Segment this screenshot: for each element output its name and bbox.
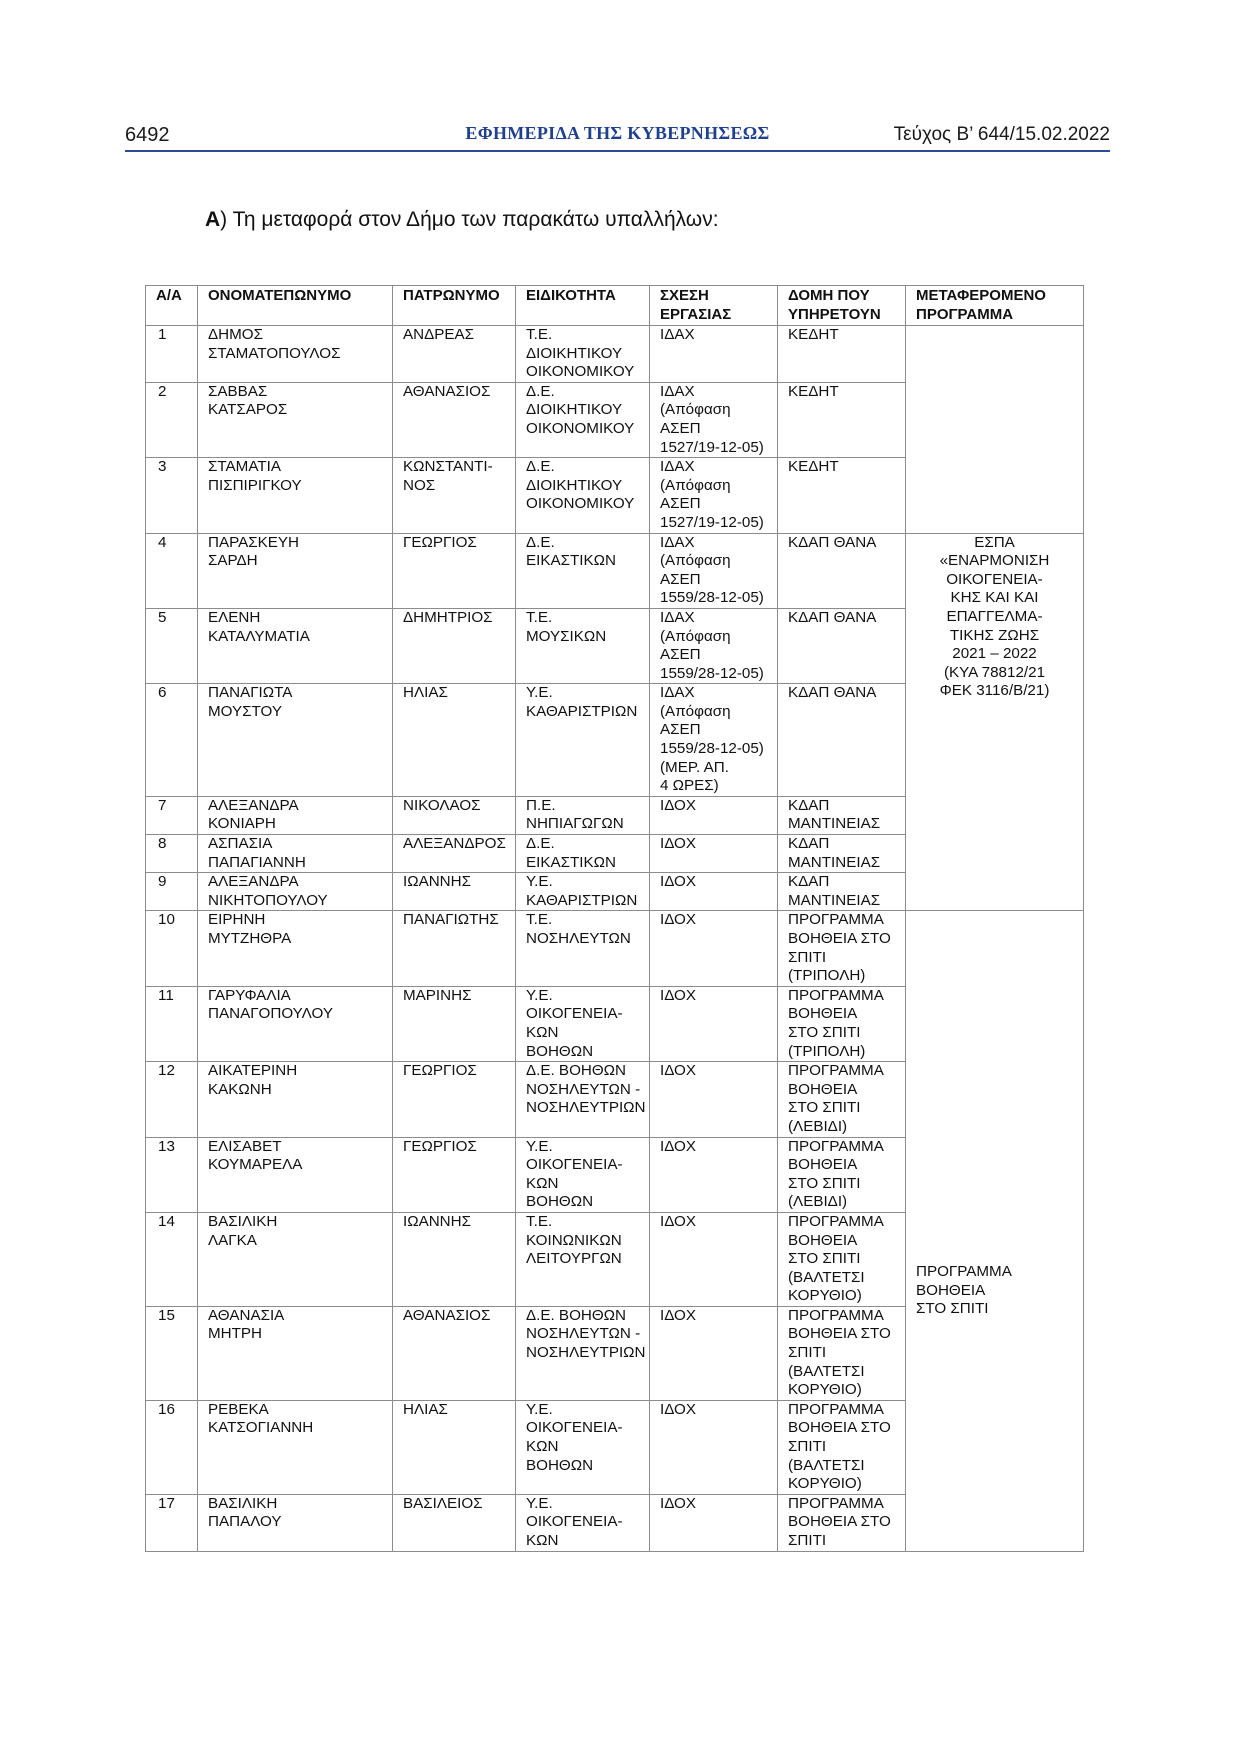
cell-department: ΚΔΑΠ ΘΑΝΑ [778, 608, 906, 683]
header-department: ΔΟΜΗ ΠΟΥ ΥΠΗΡΕΤΟΥΝ [778, 286, 906, 326]
cell-father: ΓΕΩΡΓΙΟΣ [393, 1062, 516, 1137]
cell-relation: ΙΔΟΧ [650, 796, 778, 834]
header-aa: Α/Α [146, 286, 198, 326]
cell-father: ΑΘΑΝΑΣΙΟΣ [393, 1306, 516, 1400]
header-relation: ΣΧΕΣΗ ΕΡΓΑΣΙΑΣ [650, 286, 778, 326]
table-row [146, 533, 1084, 608]
cell-relation: ΙΔΟΧ [650, 1062, 778, 1137]
cell-program: ΕΣΠΑ «ΕΝΑΡΜΟΝΙΣΗ ΟΙΚΟΓΕΝΕΙΑ- ΚΗΣ ΚΑΙ ΚΑΙ ΕΠΑΓΓΕΛΜΑ- ΤΙΚΗΣ ΖΩΗΣ 2021 – 2022 (ΚΥΑ 78812/21 ΦΕΚ 3116/Β/21) [906, 533, 1084, 911]
cell-father: ΓΕΩΡΓΙΟΣ [393, 533, 516, 608]
cell-specialty: Υ.Ε. ΟΙΚΟΓΕΝΕΙΑ- ΚΩΝ ΒΟΗΘΩΝ [516, 1137, 650, 1212]
table-header-row [146, 286, 1084, 326]
cell-aa: 12 [146, 1062, 198, 1137]
cell-relation: ΙΔΟΧ [650, 1137, 778, 1212]
cell-department: ΠΡΟΓΡΑΜΜΑ ΒΟΗΘΕΙΑ ΣΤΟ ΣΠΙΤΙ (ΛΕΒΙΔΙ) [778, 1137, 906, 1212]
cell-father: ΗΛΙΑΣ [393, 684, 516, 797]
cell-name: ΣΤΑΜΑΤΙΑ ΠΙΣΠΙΡΙΓΚΟΥ [198, 458, 393, 533]
cell-aa: 5 [146, 608, 198, 683]
cell-father: ΒΑΣΙΛΕΙΟΣ [393, 1494, 516, 1551]
cell-specialty: Υ.Ε. ΟΙΚΟΓΕΝΕΙΑ- ΚΩΝ [516, 1494, 650, 1551]
cell-name: ΑΘΑΝΑΣΙΑ ΜΗΤΡΗ [198, 1306, 393, 1400]
cell-department: ΚΔΑΠ ΜΑΝΤΙΝΕΙΑΣ [778, 873, 906, 911]
cell-name: ΒΑΣΙΛΙΚΗ ΛΑΓΚΑ [198, 1212, 393, 1306]
cell-specialty: Υ.Ε. ΟΙΚΟΓΕΝΕΙΑ- ΚΩΝ ΒΟΗΘΩΝ [516, 1400, 650, 1494]
cell-relation: ΙΔΑΧ [650, 326, 778, 383]
cell-father: ΙΩΑΝΝΗΣ [393, 1212, 516, 1306]
cell-relation: ΙΔΟΧ [650, 1306, 778, 1400]
cell-relation: ΙΔΟΧ [650, 986, 778, 1061]
cell-name: ΑΣΠΑΣΙΑ ΠΑΠΑΓΙΑΝΝΗ [198, 835, 393, 873]
cell-program [906, 326, 1084, 534]
table-body [146, 326, 1084, 1552]
cell-department: ΚΕΔΗΤ [778, 458, 906, 533]
cell-specialty: Τ.Ε. ΚΟΙΝΩΝΙΚΩΝ ΛΕΙΤΟΥΡΓΩΝ [516, 1212, 650, 1306]
cell-father: ΑΛΕΞΑΝΔΡΟΣ [393, 835, 516, 873]
cell-relation: ΙΔΑΧ (Απόφαση ΑΣΕΠ 1559/28-12-05) [650, 608, 778, 683]
intro-text: ) Τη μεταφορά στον Δήμο των παρακάτω υπαλλήλων: [220, 208, 719, 231]
cell-father: ΜΑΡΙΝΗΣ [393, 986, 516, 1061]
cell-specialty: Δ.Ε. ΔΙΟΙΚΗΤΙΚΟΥ ΟΙΚΟΝΟΜΙΚΟΥ [516, 382, 650, 457]
cell-name: ΒΑΣΙΛΙΚΗ ΠΑΠΑΛΟΥ [198, 1494, 393, 1551]
cell-name: ΠΑΡΑΣΚΕΥΗ ΣΑΡΔΗ [198, 533, 393, 608]
page-bottom-margin [0, 1540, 1241, 1740]
header-specialty: ΕΙΔΙΚΟΤΗΤΑ [516, 286, 650, 326]
cell-program: ΠΡΟΓΡΑΜΜΑ ΒΟΗΘΕΙΑ ΣΤΟ ΣΠΙΤΙ [906, 911, 1084, 1551]
cell-relation: ΙΔΑΧ (Απόφαση ΑΣΕΠ 1527/19-12-05) [650, 458, 778, 533]
cell-name: ΓΑΡΥΦΑΛΙΑ ΠΑΝΑΓΟΠΟΥΛΟΥ [198, 986, 393, 1061]
issue-reference: Τεύχος Β’ 644/15.02.2022 [893, 124, 1110, 145]
cell-relation: ΙΔΑΧ (Απόφαση ΑΣΕΠ 1527/19-12-05) [650, 382, 778, 457]
cell-aa: 1 [146, 326, 198, 383]
cell-name: ΠΑΝΑΓΙΩΤΑ ΜΟΥΣΤΟΥ [198, 684, 393, 797]
cell-father: ΠΑΝΑΓΙΩΤΗΣ [393, 911, 516, 986]
cell-specialty: Τ.Ε. ΝΟΣΗΛΕΥΤΩΝ [516, 911, 650, 986]
cell-department: ΠΡΟΓΡΑΜΜΑ ΒΟΗΘΕΙΑ ΣΤΟ ΣΠΙΤΙ (ΛΕΒΙΔΙ) [778, 1062, 906, 1137]
cell-relation: ΙΔΟΧ [650, 1494, 778, 1551]
cell-specialty: Δ.Ε. ΒΟΗΘΩΝ ΝΟΣΗΛΕΥΤΩΝ - ΝΟΣΗΛΕΥΤΡΙΩΝ [516, 1306, 650, 1400]
cell-aa: 13 [146, 1137, 198, 1212]
employee-transfer-table [145, 285, 1084, 1552]
cell-aa: 14 [146, 1212, 198, 1306]
cell-name: ΑΛΕΞΑΝΔΡΑ ΚΟΝΙΑΡΗ [198, 796, 393, 834]
cell-specialty: Δ.Ε. ΒΟΗΘΩΝ ΝΟΣΗΛΕΥΤΩΝ - ΝΟΣΗΛΕΥΤΡΙΩΝ [516, 1062, 650, 1137]
cell-aa: 4 [146, 533, 198, 608]
cell-name: ΕΛΕΝΗ ΚΑΤΑΛΥΜΑΤΙΑ [198, 608, 393, 683]
cell-department: ΠΡΟΓΡΑΜΜΑ ΒΟΗΘΕΙΑ ΣΤΟ ΣΠΙΤΙ (ΒΑΛΤΕΤΣΙ ΚΟΡΥΘΙΟ) [778, 1400, 906, 1494]
header-father: ΠΑΤΡΩΝΥΜΟ [393, 286, 516, 326]
page-header [125, 118, 1110, 154]
cell-father: ΑΘΑΝΑΣΙΟΣ [393, 382, 516, 457]
cell-name: ΑΛΕΞΑΝΔΡΑ ΝΙΚΗΤΟΠΟΥΛΟΥ [198, 873, 393, 911]
cell-specialty: Τ.Ε. ΔΙΟΙΚΗΤΙΚΟΥ ΟΙΚΟΝΟΜΙΚΟΥ [516, 326, 650, 383]
cell-department: ΚΔΑΠ ΘΑΝΑ [778, 533, 906, 608]
cell-name: ΔΗΜΟΣ ΣΤΑΜΑΤΟΠΟΥΛΟΣ [198, 326, 393, 383]
table-row [146, 326, 1084, 383]
header-name: ΟΝΟΜΑΤΕΠΩΝΥΜΟ [198, 286, 393, 326]
cell-specialty: Δ.Ε. ΔΙΟΙΚΗΤΙΚΟΥ ΟΙΚΟΝΟΜΙΚΟΥ [516, 458, 650, 533]
cell-aa: 16 [146, 1400, 198, 1494]
intro-letter: Α [205, 208, 221, 231]
cell-father: ΝΙΚΟΛΑΟΣ [393, 796, 516, 834]
table-row [146, 911, 1084, 986]
cell-department: ΠΡΟΓΡΑΜΜΑ ΒΟΗΘΕΙΑ ΣΤΟ ΣΠΙΤΙ (ΒΑΛΤΕΤΣΙ ΚΟΡΥΘΙΟ) [778, 1212, 906, 1306]
header-rule [125, 150, 1110, 152]
cell-aa: 9 [146, 873, 198, 911]
cell-relation: ΙΔΑΧ (Απόφαση ΑΣΕΠ 1559/28-12-05) [650, 533, 778, 608]
gazette-title: ΕΦΗΜΕΡΙΔΑ ΤΗΣ ΚΥΒΕΡΝΗΣΕΩΣ [465, 123, 770, 143]
cell-department: ΠΡΟΓΡΑΜΜΑ ΒΟΗΘΕΙΑ ΣΤΟ ΣΠΙΤΙ (ΒΑΛΤΕΤΣΙ ΚΟΡΥΘΙΟ) [778, 1306, 906, 1400]
cell-aa: 15 [146, 1306, 198, 1400]
cell-aa: 3 [146, 458, 198, 533]
cell-aa: 2 [146, 382, 198, 457]
cell-department: ΚΔΑΠ ΘΑΝΑ [778, 684, 906, 797]
cell-father: ΑΝΔΡΕΑΣ [393, 326, 516, 383]
cell-father: ΚΩΝΣΤΑΝΤΙ- ΝΟΣ [393, 458, 516, 533]
cell-father: ΔΗΜΗΤΡΙΟΣ [393, 608, 516, 683]
cell-specialty: Υ.Ε. ΟΙΚΟΓΕΝΕΙΑ- ΚΩΝ ΒΟΗΘΩΝ [516, 986, 650, 1061]
cell-name: ΣΑΒΒΑΣ ΚΑΤΣΑΡΟΣ [198, 382, 393, 457]
cell-aa: 8 [146, 835, 198, 873]
cell-department: ΚΕΔΗΤ [778, 326, 906, 383]
cell-department: ΠΡΟΓΡΑΜΜΑ ΒΟΗΘΕΙΑ ΣΤΟ ΣΠΙΤΙ (ΤΡΙΠΟΛΗ) [778, 986, 906, 1061]
cell-name: ΕΛΙΣΑΒΕΤ ΚΟΥΜΑΡΕΛΑ [198, 1137, 393, 1212]
cell-specialty: Τ.Ε. ΜΟΥΣΙΚΩΝ [516, 608, 650, 683]
header-program: ΜΕΤΑΦΕΡΟΜΕΝΟ ΠΡΟΓΡΑΜΜΑ [906, 286, 1084, 326]
cell-specialty: Δ.Ε. ΕΙΚΑΣΤΙΚΩΝ [516, 835, 650, 873]
cell-aa: 17 [146, 1494, 198, 1551]
cell-relation: ΙΔΟΧ [650, 1400, 778, 1494]
cell-name: ΑΙΚΑΤΕΡΙΝΗ ΚΑΚΩΝΗ [198, 1062, 393, 1137]
cell-department: ΠΡΟΓΡΑΜΜΑ ΒΟΗΘΕΙΑ ΣΤΟ ΣΠΙΤΙ (ΤΡΙΠΟΛΗ) [778, 911, 906, 986]
cell-aa: 10 [146, 911, 198, 986]
intro-sentence [205, 208, 719, 232]
cell-name: ΡΕΒΕΚΑ ΚΑΤΣΟΓΙΑΝΝΗ [198, 1400, 393, 1494]
cell-specialty: Δ.Ε. ΕΙΚΑΣΤΙΚΩΝ [516, 533, 650, 608]
cell-father: ΓΕΩΡΓΙΟΣ [393, 1137, 516, 1212]
cell-relation: ΙΔΑΧ (Απόφαση ΑΣΕΠ 1559/28-12-05) (ΜΕΡ. ΑΠ. 4 ΩΡΕΣ) [650, 684, 778, 797]
cell-specialty: Π.Ε. ΝΗΠΙΑΓΩΓΩΝ [516, 796, 650, 834]
page-number: 6492 [125, 124, 170, 146]
cell-name: ΕΙΡΗΝΗ ΜΥΤΖΗΘΡΑ [198, 911, 393, 986]
cell-specialty: Υ.Ε. ΚΑΘΑΡΙΣΤΡΙΩΝ [516, 873, 650, 911]
cell-specialty: Υ.Ε. ΚΑΘΑΡΙΣΤΡΙΩΝ [516, 684, 650, 797]
cell-aa: 11 [146, 986, 198, 1061]
cell-department: ΠΡΟΓΡΑΜΜΑ ΒΟΗΘΕΙΑ ΣΤΟ ΣΠΙΤΙ [778, 1494, 906, 1551]
cell-department: ΚΕΔΗΤ [778, 382, 906, 457]
cell-aa: 6 [146, 684, 198, 797]
cell-department: ΚΔΑΠ ΜΑΝΤΙΝΕΙΑΣ [778, 835, 906, 873]
cell-relation: ΙΔΟΧ [650, 1212, 778, 1306]
cell-father: ΙΩΑΝΝΗΣ [393, 873, 516, 911]
cell-relation: ΙΔΟΧ [650, 835, 778, 873]
cell-relation: ΙΔΟΧ [650, 873, 778, 911]
cell-aa: 7 [146, 796, 198, 834]
cell-department: ΚΔΑΠ ΜΑΝΤΙΝΕΙΑΣ [778, 796, 906, 834]
cell-relation: ΙΔΟΧ [650, 911, 778, 986]
cell-father: ΗΛΙΑΣ [393, 1400, 516, 1494]
